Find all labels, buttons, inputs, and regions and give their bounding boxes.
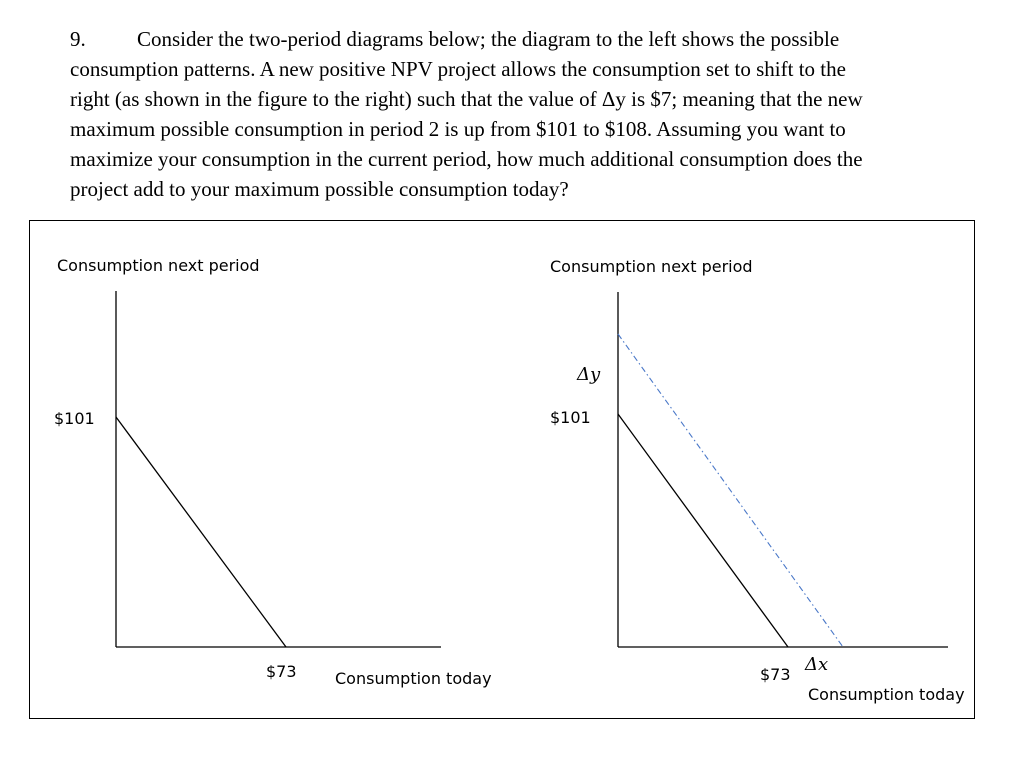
question-line-2: consumption patterns. A new positive NPV project allows the consumption set to shift to the [70, 57, 846, 81]
left-y-axis-label: Consumption next period [57, 256, 260, 275]
right-y-intercept-label: $101 [550, 408, 591, 427]
left-x-intercept-label: $73 [266, 662, 297, 681]
right-delta-y-label: Δy [577, 364, 601, 385]
right-budget-line [618, 414, 788, 647]
question-line-1: 9. Consider the two-period diagrams below; the diagram to the left shows the possible [70, 24, 950, 54]
question-line-5: maximize your consumption in the current period, how much additional consumption does the [70, 147, 863, 171]
right-delta-x-label: Δx [805, 654, 829, 675]
right-shifted-budget-line [618, 334, 843, 647]
question-line-3: right (as shown in the figure to the right) such that the value of Δy is $7; meaning that the new [70, 87, 863, 111]
left-y-intercept-label: $101 [54, 409, 95, 428]
right-y-axis-label: Consumption next period [550, 257, 753, 276]
right-x-axis-label: Consumption today [808, 685, 965, 704]
left-budget-line [116, 417, 286, 647]
left-x-axis-label: Consumption today [335, 669, 492, 688]
question-line-6: project add to your maximum possible consumption today? [70, 177, 569, 201]
question-number: 9. [70, 27, 86, 51]
question-line-4: maximum possible consumption in period 2 is up from $101 to $108. Assuming you want to [70, 117, 846, 141]
right-x-intercept-label: $73 [760, 665, 791, 684]
